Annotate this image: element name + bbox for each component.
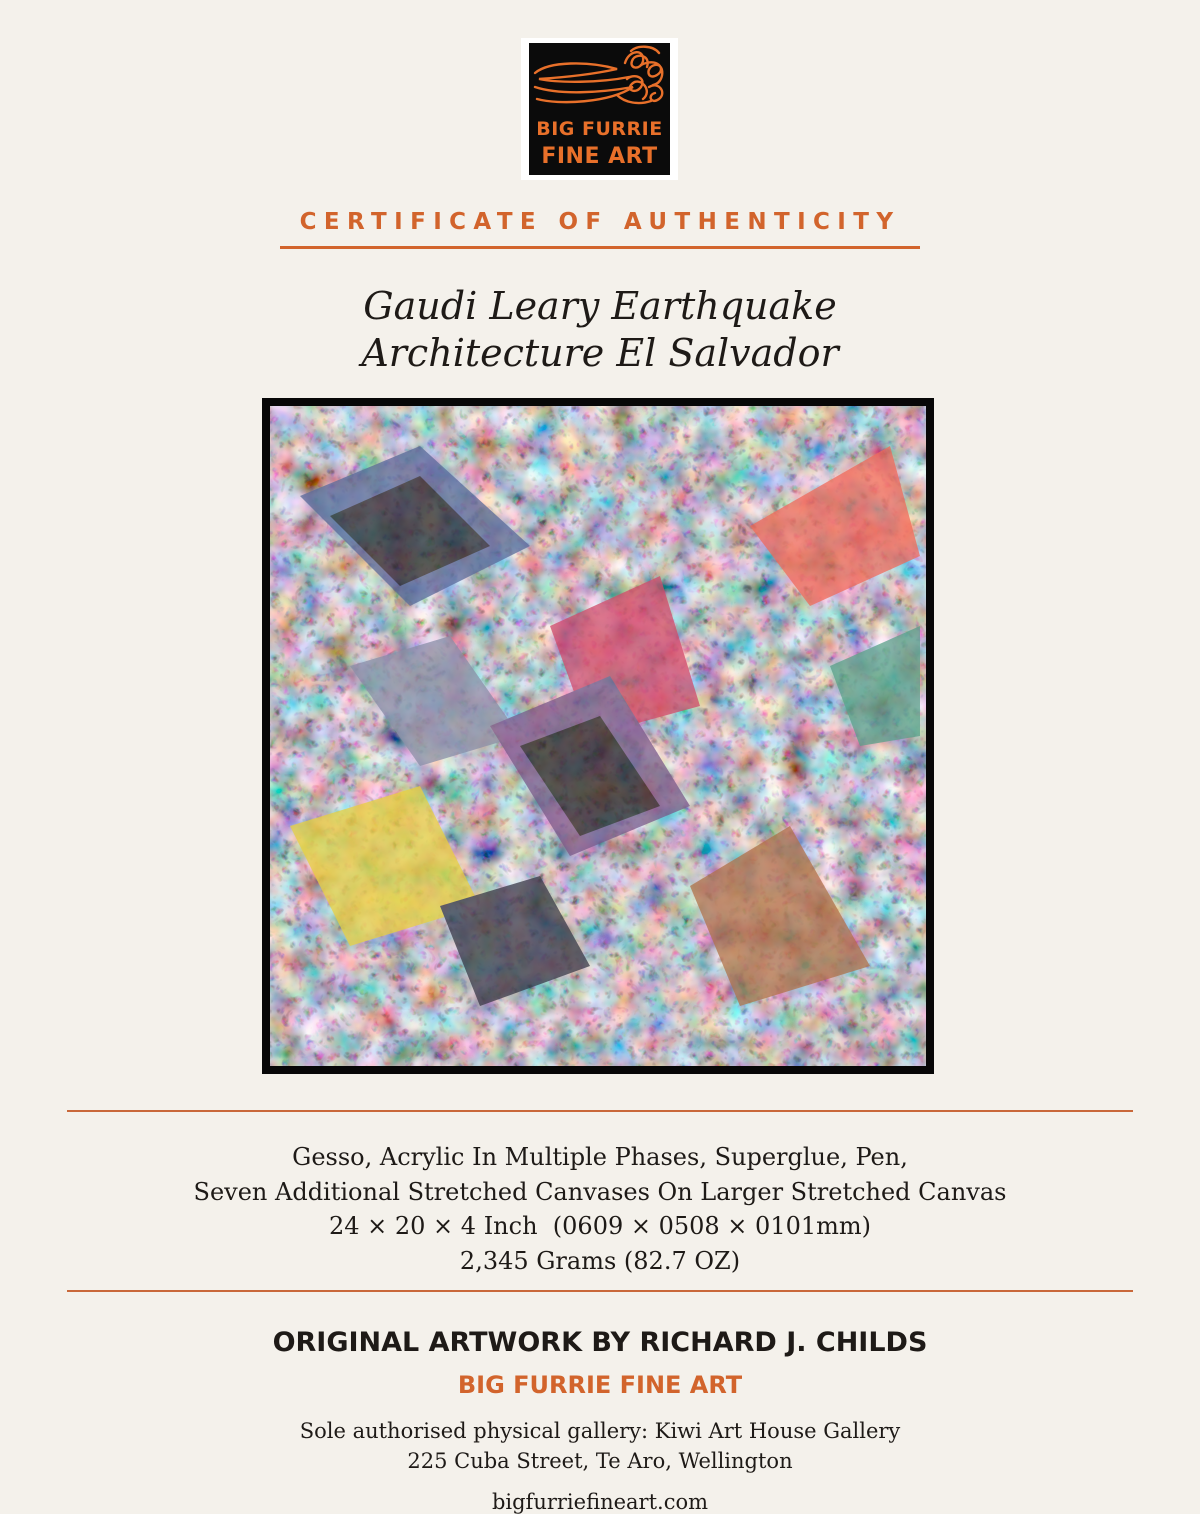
artwork-details [0, 1140, 1200, 1278]
brand-logo [521, 38, 678, 180]
artwork-title-line2: Architecture El Salvador [361, 331, 839, 375]
website-link[interactable]: bigfurriefineart.com [491, 1490, 709, 1514]
logo-text-line2: FINE ART [541, 144, 658, 169]
swirl-scribble-logo-icon [529, 43, 670, 118]
artist-credit: ORIGINAL ARTWORK BY RICHARD J. CHILDS [272, 1327, 928, 1358]
section-divider-top [67, 1110, 1133, 1112]
artwork-title-line1: Gaudi Leary Earthquake [363, 284, 837, 328]
certificate-heading: CERTIFICATE OF AUTHENTICITY [299, 209, 901, 235]
gallery-address: 225 Cuba Street, Te Aro, Wellington [407, 1449, 793, 1473]
heading-underline [280, 246, 920, 249]
dimensions-text: 24 × 20 × 4 Inch (0609 × 0508 × 0101mm) [328, 1212, 871, 1240]
weight-text: 2,345 Grams (82.7 OZ) [459, 1246, 741, 1275]
abstract-painting-image [270, 406, 926, 1066]
materials-line2: Seven Additional Stretched Canvases On Larger Stretched Canvas [193, 1177, 1007, 1206]
logo-text-line1: BIG FURRIE [536, 118, 663, 140]
gallery-info [0, 1416, 1200, 1476]
gallery-line1: Sole authorised physical gallery: Kiwi Art House Gallery [299, 1419, 901, 1443]
artwork-image-frame [262, 398, 934, 1074]
brand-name: BIG FURRIE FINE ART [457, 1371, 743, 1399]
section-divider-bottom [67, 1290, 1133, 1292]
artwork-title [0, 283, 1200, 377]
logo-badge [529, 43, 670, 175]
materials-line1: Gesso, Acrylic In Multiple Phases, Superglue, Pen, [292, 1143, 908, 1171]
